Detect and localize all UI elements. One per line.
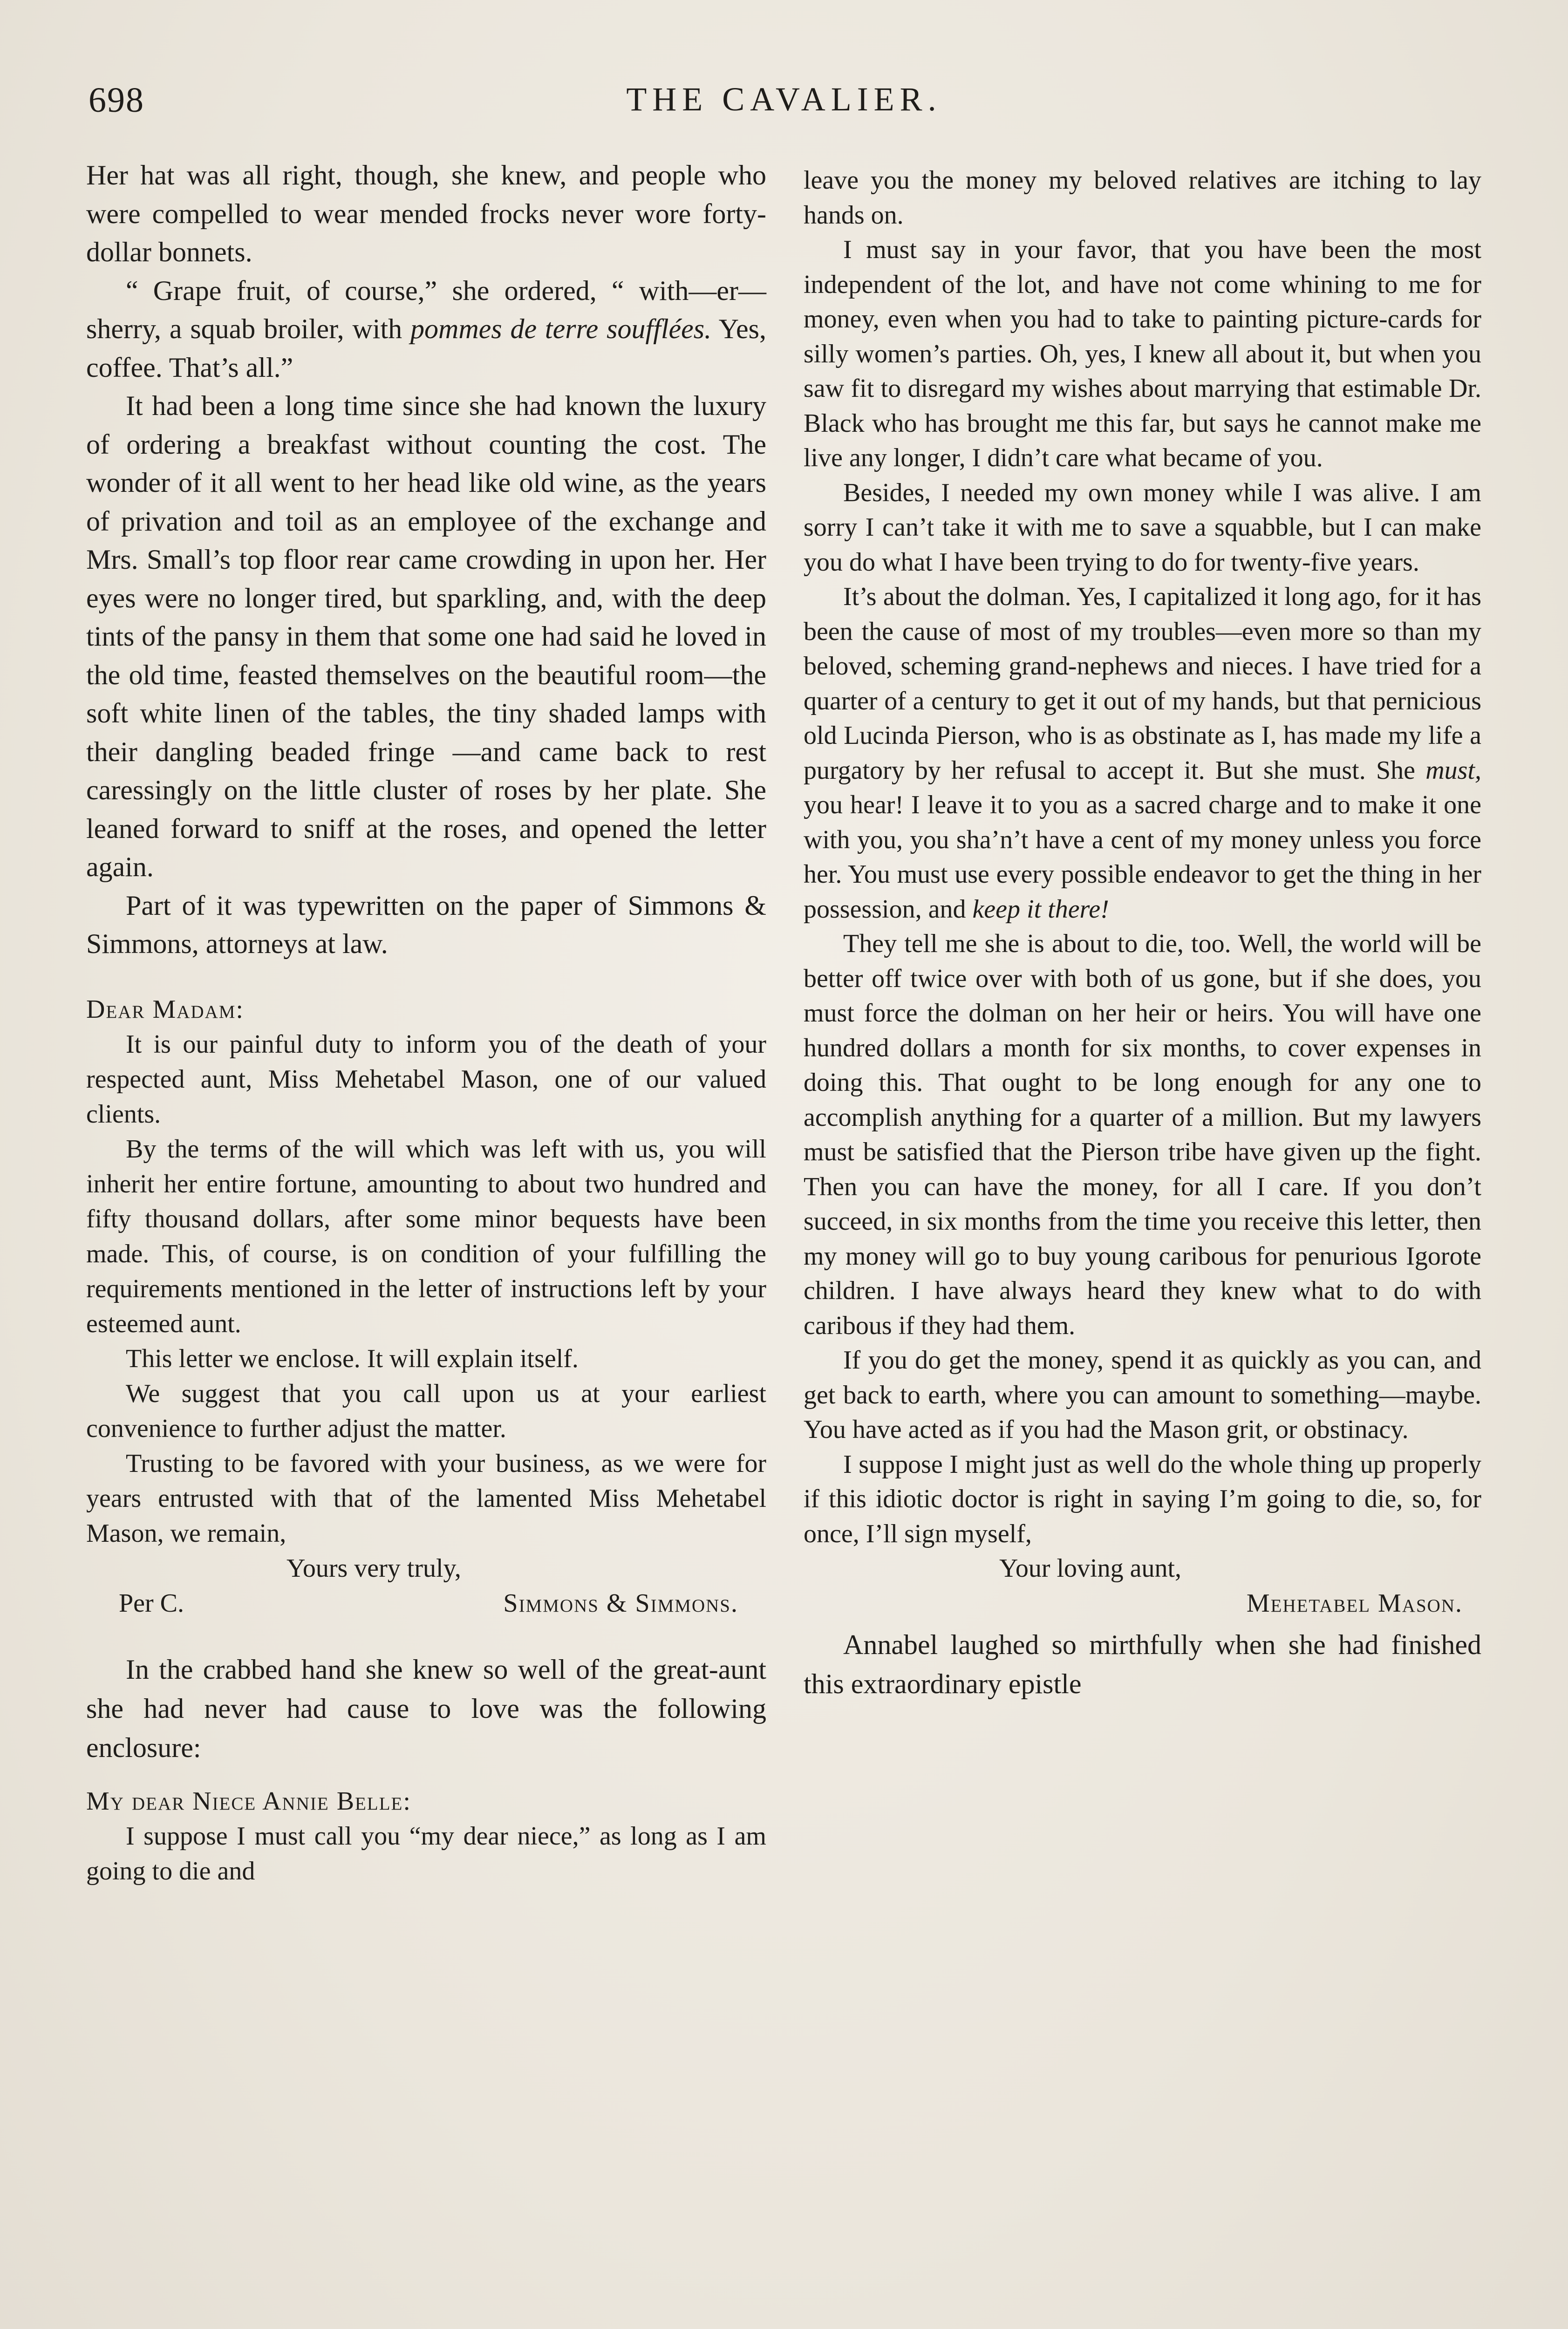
letter-closing: Your loving aunt, [999,1554,1182,1583]
right-column [804,163,1481,1703]
paragraph: Annabel laughed so mirthfully when she had finished this extraordinary epistle [804,1629,1481,1699]
letter-salutation: My dear Niece Annie Belle: [86,1786,411,1816]
letter-lawyers [86,992,766,1621]
italic-word: must, [1425,756,1481,785]
per-line: Per C. [119,1588,184,1618]
paragraph: Part of it was typewritten on the paper of Simmons & Simmons, attorneys at law. [86,890,766,959]
letter-paragraph: By the terms of the will which was left with us, you will inherit her entire fortune, amounting to about two hundred and fifty thousand dollars, after some minor bequests have been made. This, of course, is on condition of your fulfilling the requirements mentioned in the letter of instructions left by your esteemed aunt. [86,1134,766,1338]
letter-paragraph: leave you the money my beloved relatives are itching to lay hands on. [804,166,1481,230]
letter-paragraph: I must say in your favor, that you have been the most independent of the lot, and have not come whining to me for money, even when you had to take to painting picture-cards for silly women’s parties. Oh, yes, I knew all about it, but when you saw fit to disregard my wishes about marrying that estimable Dr. Black who has brought me this far, but says he cannot make me live any longer, I didn’t care what became of you. [804,235,1481,472]
paragraph: In the crabbed hand she knew so well of the great-aunt she had never had cause to love was the following enclosure: [86,1654,766,1763]
letter-paragraph: Trusting to be favored with your business, as we were for years entrusted with that of the lamented Miss Mehetabel Mason, we remain, [86,1449,766,1548]
letter-signature: Mehetabel Mason. [1246,1588,1463,1618]
italic-phrase: pommes de terre soufflées. [410,313,712,344]
letter-paragraph: It is our painful duty to inform you of the death of your respected aunt, Miss Mehetabel Mason, one of our valued clients. [86,1029,766,1129]
letter-aunt-start [86,1784,766,1889]
paragraph: Her hat was all right, though, she knew, and people who were compelled to wear mended frocks never wore forty-dollar bonnets. [86,160,766,267]
letter-paragraph: I suppose I might just as well do the whole thing up properly if this idiotic doctor is right in saying I’m going to die, so, for once, I’ll sign myself, [804,1450,1481,1548]
letter-paragraph: This letter we enclose. It will explain itself. [126,1344,579,1373]
left-column [86,156,766,1889]
italic-phrase: keep it there! [972,894,1109,924]
letter-closing: Yours very truly, [286,1553,461,1583]
letter-signature: Simmons & Simmons. [503,1588,738,1618]
letter-salutation: Dear Madam: [86,994,244,1024]
letter-paragraph: I suppose I must call you “my dear niece,” as long as I am going to die and [86,1821,766,1886]
letter-paragraph: If you do get the money, spend it as quickly as you can, and get back to earth, where you can amount to something—maybe. You have acted as if you had the Mason grit, or obstinacy. [804,1346,1481,1444]
paragraph: “ Grape fruit, of course,” she ordered, “ with—er—sherry, a squab broiler, with pommes de terre soufflées. Yes, coffee. That’s all.” [86,275,767,383]
running-title: THE CAVALIER. [626,81,942,118]
letter-signoff [86,1586,766,1621]
paragraph: It had been a long time since she had known the luxury of ordering a breakfast without counting the cost. The wonder of it all went to her head like old wine, as the years of privation and toil as an employee of the exchange and Mrs. Small’s top floor rear came crowding in upon her. Her eyes were no longer tired, but sparkling, and, with the deep tints of the pansy in them that some one had said he loved in the old time, feasted themselves on the beautiful room—the soft white linen of the tables, the tiny shaded lamps with their dangling beaded fringe —and came back to rest caressingly on the little cluster of roses by her plate. She leaned forward to sniff at the roses, and opened the letter again. [86,390,766,882]
letter-paragraph: It’s about the dolman. Yes, I capitalized it long ago, for it has been the cause of most of my troubles—even more so than my beloved, scheming grand-nephews and nieces. I have tried for a quarter of a century to get it out of my hands, but that pernicious old Lucinda Pierson, who is as obstinate as I, has made my life a purgatory by her refusal to accept it. But she must. She must, you hear! I leave it to you as a sacred charge and to make it one with you, you sha’n’t have a cent of my money unless you force her. You must use every possible endeavor to get the thing in her possession, and keep it there! [804,582,1481,924]
letter-paragraph: Besides, I needed my own money while I was alive. I am sorry I can’t take it with me to save a squabble, but I can make you do what I have been trying to do for twenty-five years. [804,478,1481,577]
letter-paragraph: They tell me she is about to die, too. Well, the world will be better off twice over with both of us gone, but if she does, you must force the dolman on her heir or heirs. You will have one hundred dollars a month for six months, to cover expenses in doing this. That ought to be long enough for any one to accomplish anything for a quarter of a million. But my lawyers must be satisfied that the Pierson tribe have given up the fight. Then you can have the money, for all I care. If you don’t succeed, in six months from the time you receive this letter, then my money will go to buy young caribous for penurious Igorote children. I have always heard they knew what to do with caribous if they had them. [804,929,1481,1340]
letter-paragraph: We suggest that you call upon us at your earliest convenience to further adjust the matter. [86,1379,766,1443]
page-number: 698 [89,81,144,120]
page-header [89,80,1479,127]
